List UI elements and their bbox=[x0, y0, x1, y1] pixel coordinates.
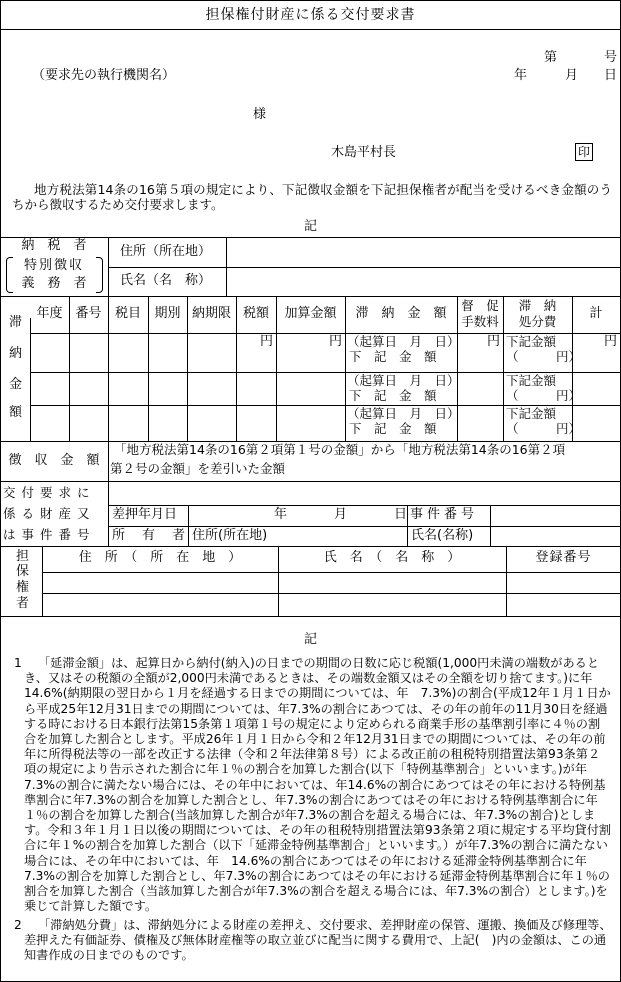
column-header-kibetsu: 期別 bbox=[154, 306, 181, 321]
form-title: 担保権付財産に係る交付要求書 bbox=[205, 7, 416, 23]
shobun-kaki-label: 下記金額 bbox=[506, 406, 557, 421]
seizure-month: 月 bbox=[334, 507, 348, 522]
doc-number-prefix: 第 bbox=[544, 50, 558, 65]
property-label-2: 係る財産又 bbox=[3, 506, 96, 521]
arrears-side-label-1: 滞 bbox=[9, 315, 23, 330]
honorific: 様 bbox=[253, 107, 267, 122]
note-item-1 bbox=[14, 656, 612, 914]
date-month: 月 bbox=[565, 68, 579, 83]
column-header-shobun-line2: 処分費 bbox=[518, 314, 557, 329]
kaki-kingaku-label: 下 記 金 額 bbox=[349, 388, 437, 403]
owner-address-label: 住所(所在地) bbox=[192, 528, 268, 543]
collection-label: 徴 収 金 額 bbox=[8, 453, 100, 468]
taxpayer-name-label: 氏名（名 称） bbox=[120, 273, 212, 288]
creditor-address-header: 住 所 （ 所 在 地 ） bbox=[78, 550, 242, 565]
grid-line bbox=[30, 318, 31, 441]
note-2-text: 「滞納処分費」は、滞納処分による財産の差押え、交付要求、差押財産の保管、運搬、換価及び修理等、差押えた有価証券、債権及び無体財産権等の取立並びに配当に関する費用で、上記( )内の金額は、この通知書作成の日までのものです。 bbox=[24, 918, 612, 963]
notes-ki-heading: 記 bbox=[303, 632, 317, 647]
creditor-name-header: 氏 名 （ 名 称 ） bbox=[323, 550, 461, 565]
arrears-side-label-4: 額 bbox=[9, 405, 23, 420]
shobun-paren-yen: （ 円） bbox=[506, 349, 582, 364]
property-label-3: は事件番号 bbox=[3, 527, 96, 542]
intro-text: 地方税法第14条の16第５項の規定により、下記徴収金額を下記担保権者が配当を受けるべき金額のうちから徴収するため交付要求します。 bbox=[12, 182, 612, 213]
collection-text-1: 「地方税法第14条の16第２項第１号の金額」から「地方税法第14条の16第２項 bbox=[114, 442, 566, 457]
issuer-name: 木島平村長 bbox=[331, 145, 397, 160]
creditor-reg-header: 登録番号 bbox=[535, 550, 592, 565]
shobun-paren-yen: （ 円） bbox=[506, 388, 582, 403]
yen-unit-kasan: 円 bbox=[328, 334, 342, 349]
note-1-text: 「延滞金額」は、起算日から納付(納入)の日までの期間の日数に応じ税額(1,000円未満の端数があるとき、又はその税額の全額が2,000円未満であるときは、その端数金額又はその全額を切り捨てます。)に年14.6%(納期限の翌日から１月を経過する日までの期間については、年 7.3%)の割合(平成12年１月１日から平成25年12月31日までの期間については、年7.3%の割合にあつては、その年の前年の11月30日を経過する時における日本銀行法第15条第１項第１号の規定により定められる商業手形の基準割引率に４％の割合を加算した割合とします。平成26年１月１日から令和２年12月31日までの期間については、その年の前年に所得税法等の一部を改正する法律（令和２年法律第８号）による改正前の租税特別措置法第93条第２項の規定により告示された割合に年１％の割合を加算した割合(以下「特例基準割合」といいます。)が年 7.3%の割合に満たない場合には、その年中においては、年14.6%の割合にあつてはその年における特例基準割合に年7.3%の割合を加算した割合とし、年7.3%の割合にあつてはその年における特例基準割合に年１％の割合を加算した割合(当該加算した割合が年7.3%の割合を超える場合には、年7.3%の割合)とします。令和３年１月１日以後の期間については、その年の租税特別措置法第93条第２項に規定する平均貸付割合に年１%の割合を加算した割合（以下「延滞金特例基準割合」といいます。）が年7.3%の割合に満たない場合には、その年中においては、年 14.6%の割合にあつてはその年における延滞金特例基準割合に年7.3%の割合を加算した割合とし、年7.3%の割合にあつてはその年における延滞金特例基準割合に年１％の割合を加算した割合（当該加算した割合が年7.3%の割合を超える場合には、年7.3%の割合）とします。)を乗じて計算した額です。 bbox=[24, 656, 612, 914]
arrears-side-label-3: 金 bbox=[9, 377, 23, 392]
taxpayer-label-1: 納 税 者 bbox=[21, 238, 87, 253]
seizure-year: 年 bbox=[274, 507, 288, 522]
yen-unit-tokusoku: 円 bbox=[486, 334, 500, 349]
column-header-zeigaku: 税額 bbox=[242, 306, 269, 321]
ki-heading: 記 bbox=[303, 219, 317, 234]
owner-name-label: 氏名(名称) bbox=[411, 528, 474, 543]
collection-text-2: 第２号の金額」を差引いた金額 bbox=[110, 461, 286, 476]
date-day: 日 bbox=[604, 68, 618, 83]
note-1-number: 1 bbox=[14, 656, 22, 670]
creditor-side-1: 担 bbox=[16, 549, 30, 564]
kisan-date-label: （起算日 月 日） bbox=[347, 406, 460, 421]
arrears-side-label-2: 納 bbox=[9, 346, 23, 361]
date-year: 年 bbox=[514, 68, 528, 83]
divider bbox=[0, 29, 621, 30]
taxpayer-address-label: 住所（所在地） bbox=[120, 244, 212, 259]
property-label-1: 交付要求に bbox=[3, 485, 96, 500]
column-header-bango: 番号 bbox=[75, 306, 102, 321]
kaki-kingaku-label: 下 記 金 額 bbox=[349, 349, 437, 364]
yen-unit-zeigaku: 円 bbox=[259, 334, 273, 349]
column-header-nendo: 年度 bbox=[36, 306, 63, 321]
note-2-number: 2 bbox=[14, 918, 22, 932]
column-header-tainou: 滞 納 金 額 bbox=[355, 306, 447, 321]
kaki-kingaku-label: 下 記 金 額 bbox=[349, 421, 437, 436]
recipient-label: （要求先の執行機関名） bbox=[32, 68, 176, 83]
seizure-date-label: 差押年月日 bbox=[112, 507, 178, 522]
seal-mark: 印 bbox=[575, 143, 593, 161]
column-header-kei: 計 bbox=[589, 306, 603, 321]
kisan-date-label: （起算日 月 日） bbox=[347, 334, 460, 349]
taxpayer-label-2: 特別徴収 bbox=[23, 258, 84, 273]
note-item-2 bbox=[14, 918, 612, 964]
creditor-side-2: 保 bbox=[16, 564, 30, 579]
shobun-paren-yen: （ 円） bbox=[506, 421, 582, 436]
column-header-kasan: 加算金額 bbox=[284, 306, 337, 321]
shobun-kaki-label: 下記金額 bbox=[506, 334, 557, 349]
shobun-kaki-label: 下記金額 bbox=[506, 373, 557, 388]
column-header-nokigen: 納期限 bbox=[191, 306, 231, 321]
seizure-day: 日 bbox=[394, 507, 408, 522]
column-header-zeimoku: 税目 bbox=[114, 306, 141, 321]
creditor-side-4: 者 bbox=[16, 596, 30, 611]
owner-label: 所 有 者 bbox=[112, 528, 188, 543]
kisan-date-label: （起算日 月 日） bbox=[347, 373, 460, 388]
doc-number-suffix: 号 bbox=[604, 50, 618, 65]
column-header-shobun-line1: 滞 納 bbox=[518, 298, 557, 313]
case-number-label: 事件番号 bbox=[410, 507, 479, 522]
column-header-tokusoku-line1: 督 促 bbox=[461, 298, 499, 313]
yen-unit-kei: 円 bbox=[603, 334, 617, 349]
column-header-tokusoku-line2: 手数料 bbox=[461, 314, 499, 329]
taxpayer-label-3: 義 務 者 bbox=[21, 276, 87, 291]
creditor-side-3: 権 bbox=[16, 580, 30, 595]
